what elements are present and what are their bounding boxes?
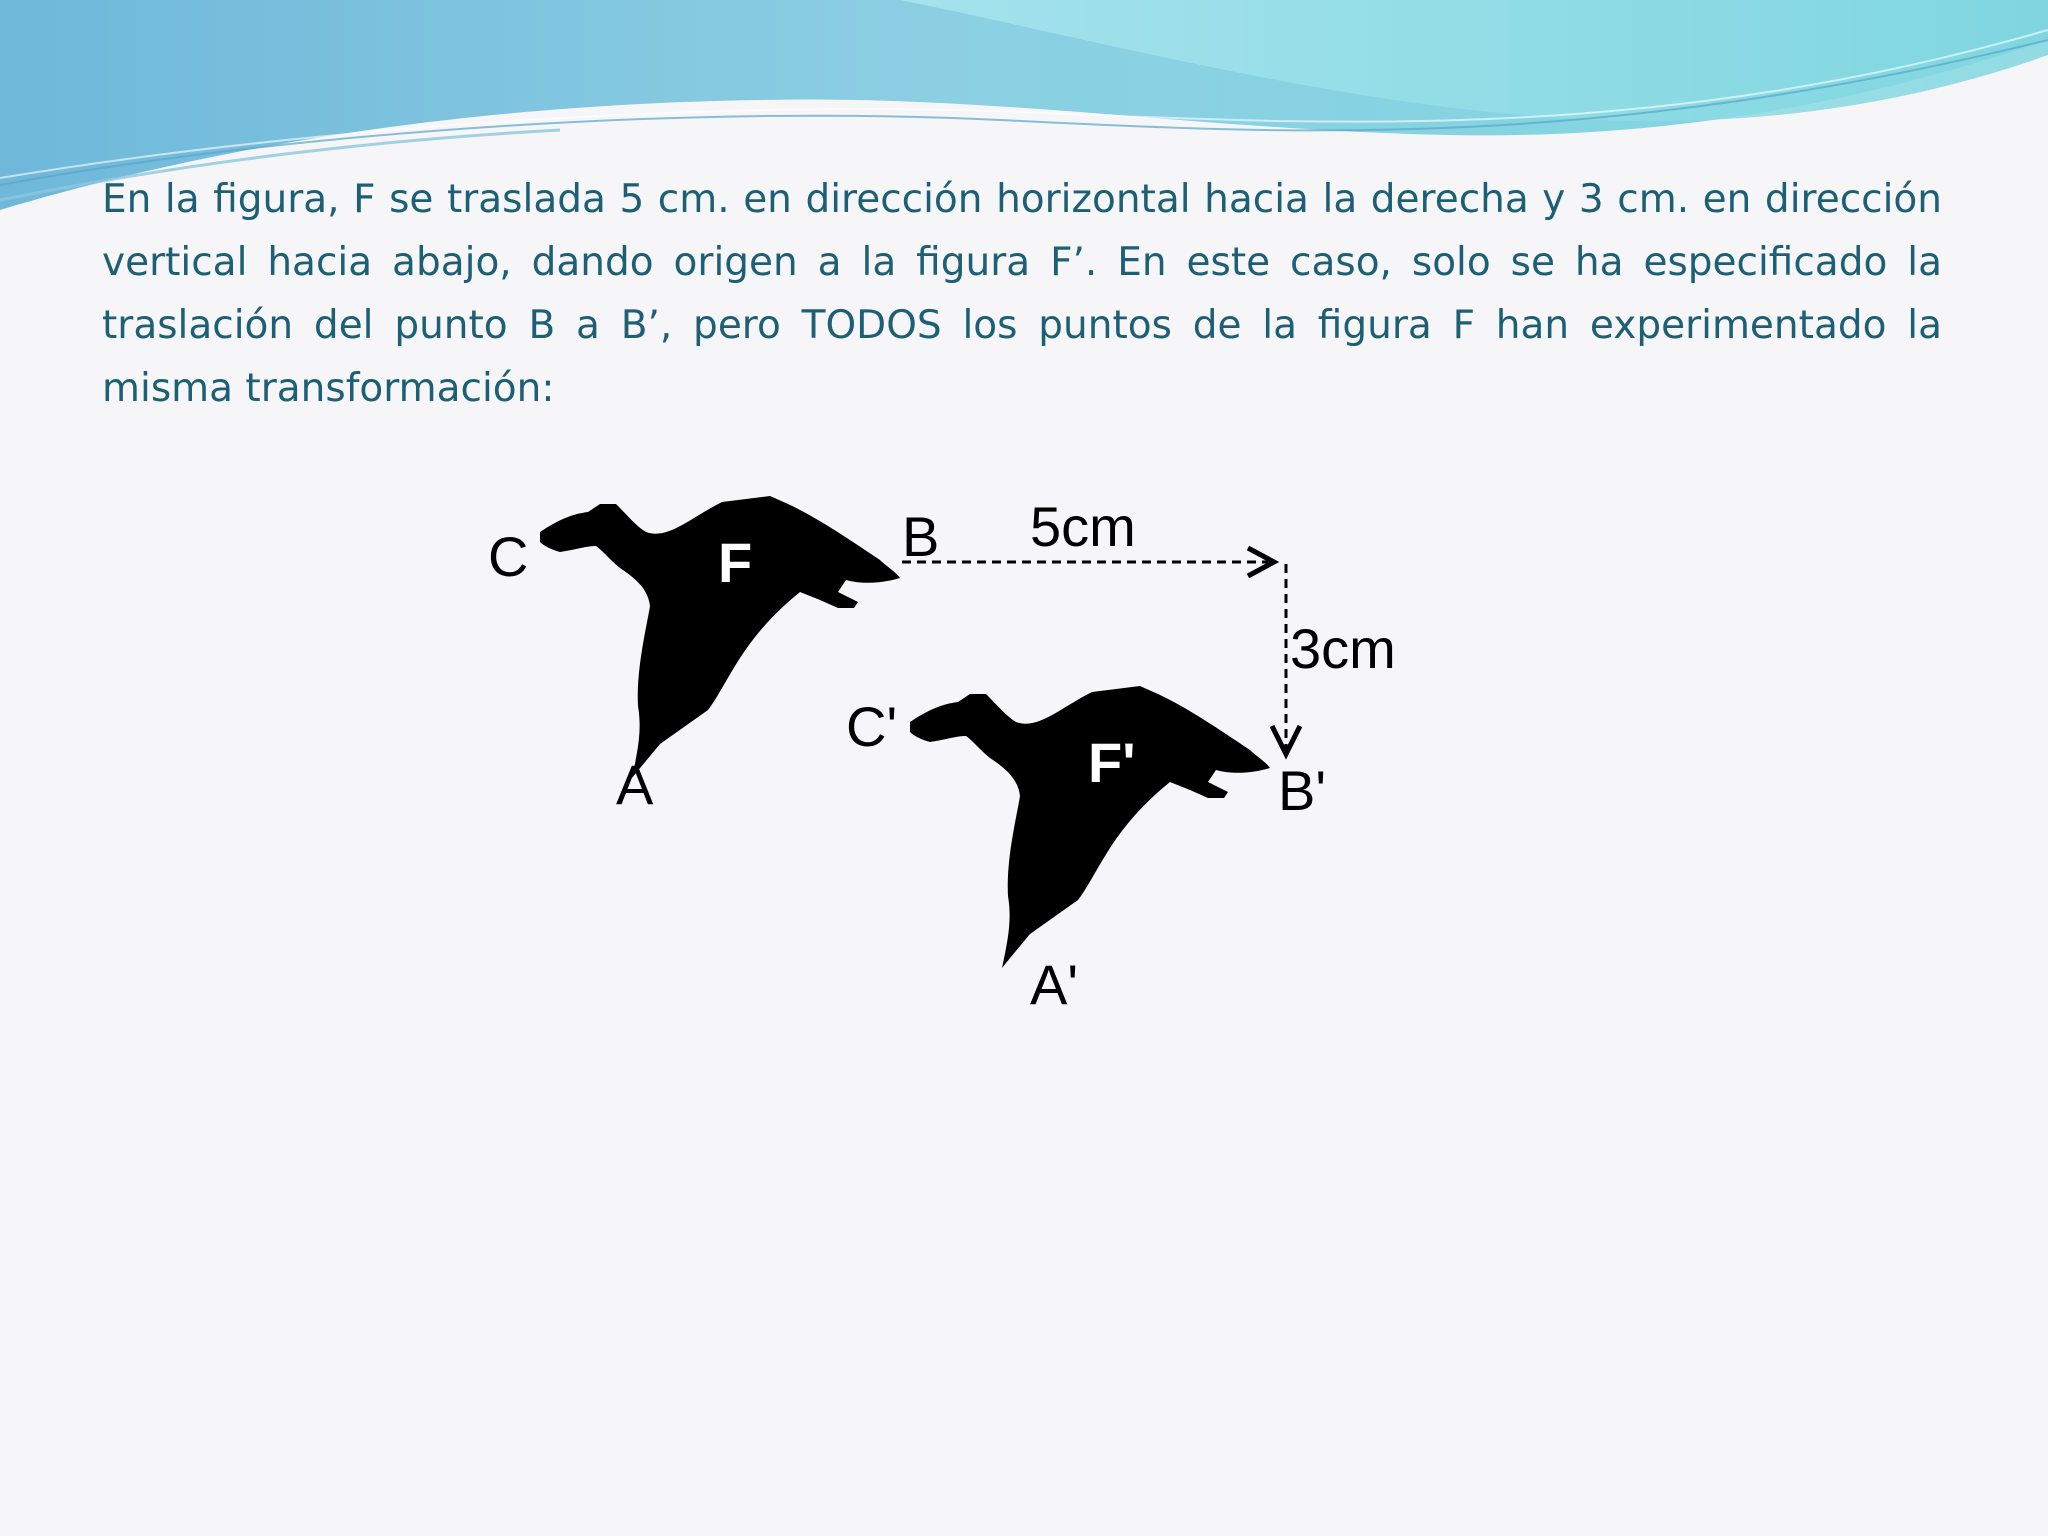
label-point-c: C — [488, 525, 529, 588]
translated-figure-shape — [910, 686, 1270, 968]
body-paragraph: En la figura, F se traslada 5 cm. en dirección horizontal hacia la derecha y 3 cm. en dirección vertical hacia abajo, dando origen a la figura F’. En este caso, solo se ha especificado la traslación del punto B a B’, pero TODOS los puntos de la figura F han experimentado la misma transformación: — [102, 177, 1942, 411]
label-horizontal-distance: 5cm — [1030, 495, 1136, 558]
label-figure-f-prime: F' — [1088, 731, 1136, 794]
label-vertical-distance: 3cm — [1290, 617, 1396, 680]
label-figure-f: F — [718, 531, 753, 594]
label-point-b: B — [902, 505, 940, 568]
label-point-b-prime: B' — [1278, 759, 1327, 822]
label-point-a-prime: A' — [1030, 953, 1079, 1016]
label-point-a: A — [616, 753, 654, 816]
translation-diagram — [440, 480, 1440, 1040]
label-point-c-prime: C' — [846, 695, 898, 758]
